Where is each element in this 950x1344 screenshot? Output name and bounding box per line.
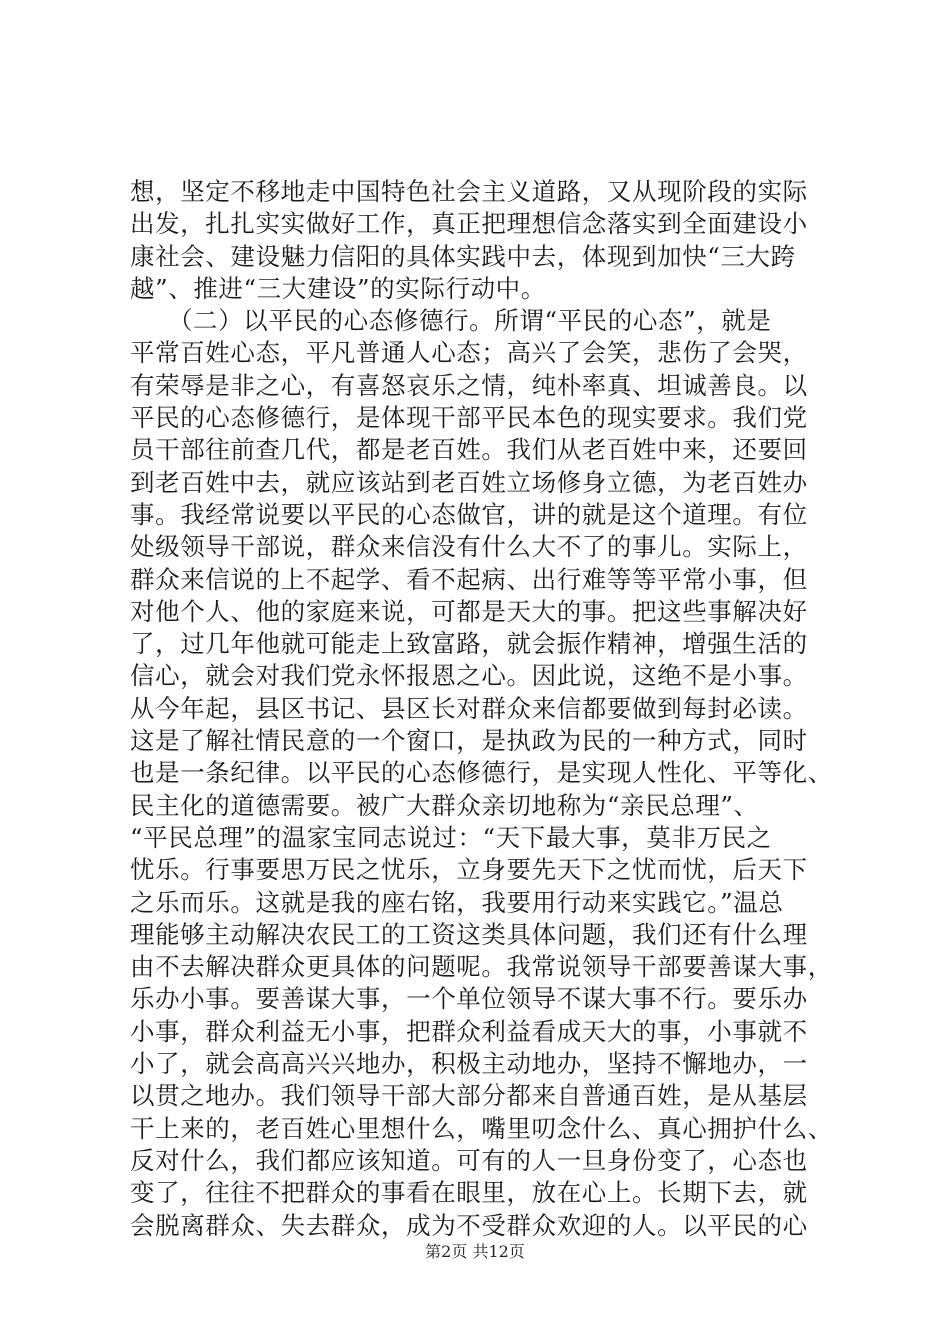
text-line: 民主化的道德需要。被广大群众亲切地称为“亲民总理”、 bbox=[130, 790, 759, 820]
text-line: 员干部往前查几代，都是老百姓。我们从老百姓中来，还要回 bbox=[130, 435, 808, 465]
text-line: （二）以平民的心态修德行。所谓“平民的心态”，就是 bbox=[130, 306, 772, 336]
text-line: 越”、推进“三大建设”的实际行动中。 bbox=[130, 273, 546, 303]
text-line: 乐办小事。要善谋大事，一个单位领导不谋大事不行。要乐办 bbox=[130, 984, 808, 1014]
text-line: 处级领导干部说，群众来信没有什么大不了的事儿。实际上， bbox=[130, 532, 808, 562]
text-line: 小事，群众利益无小事，把群众利益看成天大的事，小事就不 bbox=[130, 1016, 808, 1046]
text-line: 会脱离群众、失去群众，成为不受群众欢迎的人。以平民的心 bbox=[130, 1210, 808, 1240]
text-line: 对他个人、他的家庭来说，可都是天大的事。把这些事解决好 bbox=[130, 596, 808, 626]
text-line: 之乐而乐。这就是我的座右铭，我要用行动来实践它。”温总 bbox=[130, 887, 784, 917]
text-line: 也是一条纪律。以平民的心态修德行，是实现人性化、平等化、 bbox=[130, 758, 833, 788]
text-line: 信心，就会对我们党永怀报恩之心。因此说，这绝不是小事。 bbox=[130, 661, 808, 691]
text-line: 平民的心态修德行，是体现干部平民本色的现实要求。我们党 bbox=[130, 403, 808, 433]
text-line: 干上来的，老百姓心里想什么，嘴里叨念什么、真心拥护什么、 bbox=[130, 1113, 833, 1143]
page-footer: 第2页 共12页 bbox=[425, 1242, 525, 1261]
text-line: 忧乐。行事要思万民之忧乐，立身要先天下之忧而忧，后天下 bbox=[130, 855, 808, 885]
text-line: 以贯之地办。我们领导干部大部分都来自普通百姓，是从基层 bbox=[130, 1081, 808, 1111]
text-line: 群众来信说的上不起学、看不起病、出行难等等平常小事，但 bbox=[130, 564, 808, 594]
text-line: 从今年起，县区书记、县区长对群众来信都要做到每封必读。 bbox=[130, 693, 808, 723]
text-line: 反对什么，我们都应该知道。可有的人一旦身份变了，心态也 bbox=[130, 1145, 808, 1175]
text-line: 理能够主动解决农民工的工资这类具体问题，我们还有什么理 bbox=[130, 919, 808, 949]
text-line: 了，过几年他就可能走上致富路，就会振作精神，增强生活的 bbox=[130, 629, 808, 659]
text-line: “平民总理”的温家宝同志说过：“天下最大事，莫非万民之 bbox=[130, 822, 772, 852]
text-line: 小了，就会高高兴兴地办，积极主动地办，坚持不懈地办，一 bbox=[130, 1049, 808, 1079]
body-text bbox=[130, 176, 833, 1242]
text-line: 出发，扎扎实实做好工作，真正把理想信念落实到全面建设小 bbox=[130, 209, 808, 239]
text-line: 变了，往往不把群众的事看在眼里，放在心上。长期下去，就 bbox=[130, 1178, 808, 1208]
text-line: 康社会、建设魅力信阳的具体实践中去，体现到加快“三大跨 bbox=[130, 241, 796, 271]
text-line: 到老百姓中去，就应该站到老百姓立场修身立德，为老百姓办 bbox=[130, 467, 808, 497]
text-line: 由不去解决群众更具体的问题呢。我常说领导干部要善谋大事， bbox=[130, 952, 833, 982]
text-line: 这是了解社情民意的一个窗口，是执政为民的一种方式，同时 bbox=[130, 726, 808, 756]
text-line: 有荣辱是非之心，有喜怒哀乐之情，纯朴率真、坦诚善良。以 bbox=[130, 370, 808, 400]
text-line: 事。我经常说要以平民的心态做官，讲的就是这个道理。有位 bbox=[130, 499, 808, 529]
text-line: 想，坚定不移地走中国特色社会主义道路，又从现阶段的实际 bbox=[130, 177, 808, 206]
text-line: 平常百姓心态，平凡普通人心态；高兴了会笑，悲伤了会哭， bbox=[130, 338, 808, 368]
